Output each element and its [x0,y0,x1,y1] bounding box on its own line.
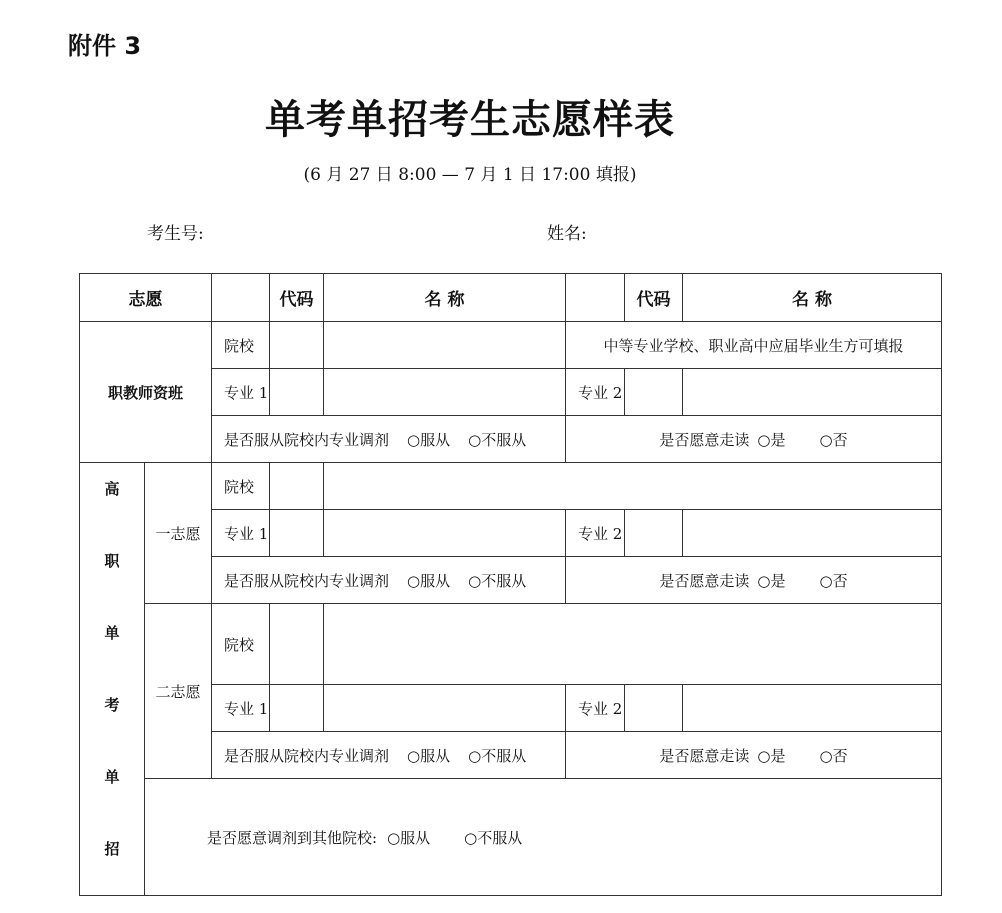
choice1-label: 一志愿 [145,463,212,604]
zhijiao-obey-no-option[interactable]: ○不服从 [468,430,527,449]
gaozhi-char: 高 [104,480,120,498]
zhijiao-attend-question: 是否愿意走读 [659,430,750,449]
zhijiao-obey-yes-option[interactable]: ○服从 [407,430,451,449]
zhijiao-attend-row [566,416,942,463]
choice2-attend-question: 是否愿意走读 [659,746,750,765]
choice2-label: 二志愿 [145,604,212,779]
choice1-obey-no-option[interactable]: ○不服从 [468,571,527,590]
choice2-obey-yes-option[interactable]: ○服从 [407,746,451,765]
choice1-school-label: 院校 [212,463,270,510]
zhijiao-eligibility-note: 中等专业学校、职业高中应届毕业生方可填报 [566,322,942,369]
zhijiao-school-name-cell[interactable] [324,322,566,369]
zhijiao-major2-code-cell[interactable] [625,369,683,416]
choice2-major2-code-cell[interactable] [625,685,683,732]
zhijiao-major1-label: 专业 1 [212,369,270,416]
choice1-major2-name-cell[interactable] [683,510,942,557]
zhijiao-attend-yes-option[interactable]: ○是 [757,430,786,449]
choice1-attend-yes-option[interactable]: ○是 [757,571,786,590]
zhijiao-label: 职教师资班 [80,322,212,463]
header-zhiyuan: 志愿 [80,274,212,322]
choice2-obey-question: 是否服从院校内专业调剂 [224,746,390,765]
choice1-attend-no-option[interactable]: ○否 [819,571,848,590]
choice2-attend-row [566,732,942,779]
choice1-attend-row [566,557,942,604]
choice1-major1-label: 专业 1 [212,510,270,557]
choice2-major2-label: 专业 2 [566,685,625,732]
fill-period: (6 月 27 日 8:00 — 7 月 1 日 17:00 填报) [303,165,637,185]
choice2-school-code-cell[interactable] [270,604,324,685]
attachment-label: 附件 3 [68,32,142,60]
choice2-school-name-cell[interactable] [324,604,942,685]
other-school-yes-option[interactable]: ○服从 [387,828,431,847]
header-blank-2 [566,274,625,322]
choice2-attend-yes-option[interactable]: ○是 [757,746,786,765]
gaozhi-char: 考 [104,696,120,714]
page-title: 单考单招考生志愿样表 [265,96,675,143]
zhijiao-attend-no-option[interactable]: ○否 [819,430,848,449]
choice1-obey-yes-option[interactable]: ○服从 [407,571,451,590]
zhijiao-major1-code-cell[interactable] [270,369,324,416]
zhijiao-major1-name-cell[interactable] [324,369,566,416]
choice1-major1-name-cell[interactable] [324,510,566,557]
zhijiao-major2-label: 专业 2 [566,369,625,416]
choice1-major2-code-cell[interactable] [625,510,683,557]
choice1-school-code-cell[interactable] [270,463,324,510]
gaozhi-char: 单 [104,624,120,642]
name-label: 姓名: [547,224,587,244]
other-school-no-option[interactable]: ○不服从 [464,828,523,847]
gaozhi-char: 职 [104,552,120,570]
header-code-2: 代码 [625,274,683,322]
choice2-obey-no-option[interactable]: ○不服从 [468,746,527,765]
zhijiao-school-code-cell[interactable] [270,322,324,369]
gaozhi-vertical-label [80,463,145,896]
choice2-major1-code-cell[interactable] [270,685,324,732]
choice1-obey-question: 是否服从院校内专业调剂 [224,571,390,590]
header-code-1: 代码 [270,274,324,322]
choice1-attend-question: 是否愿意走读 [659,571,750,590]
choice1-major2-label: 专业 2 [566,510,625,557]
choice1-major1-code-cell[interactable] [270,510,324,557]
header-name-1: 名 称 [324,274,566,322]
zhijiao-obey-row [212,416,566,463]
choice2-major1-name-cell[interactable] [324,685,566,732]
other-school-question: 是否愿意调剂到其他院校: [207,828,378,847]
zhijiao-obey-question: 是否服从院校内专业调剂 [224,430,390,449]
choice2-attend-no-option[interactable]: ○否 [819,746,848,765]
exam-number-label: 考生号: [147,224,204,244]
choice1-obey-row [212,557,566,604]
zhijiao-school-label: 院校 [212,322,270,369]
application-form-table [79,273,942,896]
gaozhi-char: 单 [104,768,120,786]
header-name-2: 名 称 [683,274,942,322]
choice2-major2-name-cell[interactable] [683,685,942,732]
header-blank-1 [212,274,270,322]
gaozhi-char: 招 [104,840,120,858]
choice2-school-label: 院校 [212,604,270,685]
choice2-obey-row [212,732,566,779]
other-school-adjust-row [145,779,942,896]
choice1-school-name-cell[interactable] [324,463,942,510]
zhijiao-major2-name-cell[interactable] [683,369,942,416]
choice2-major1-label: 专业 1 [212,685,270,732]
